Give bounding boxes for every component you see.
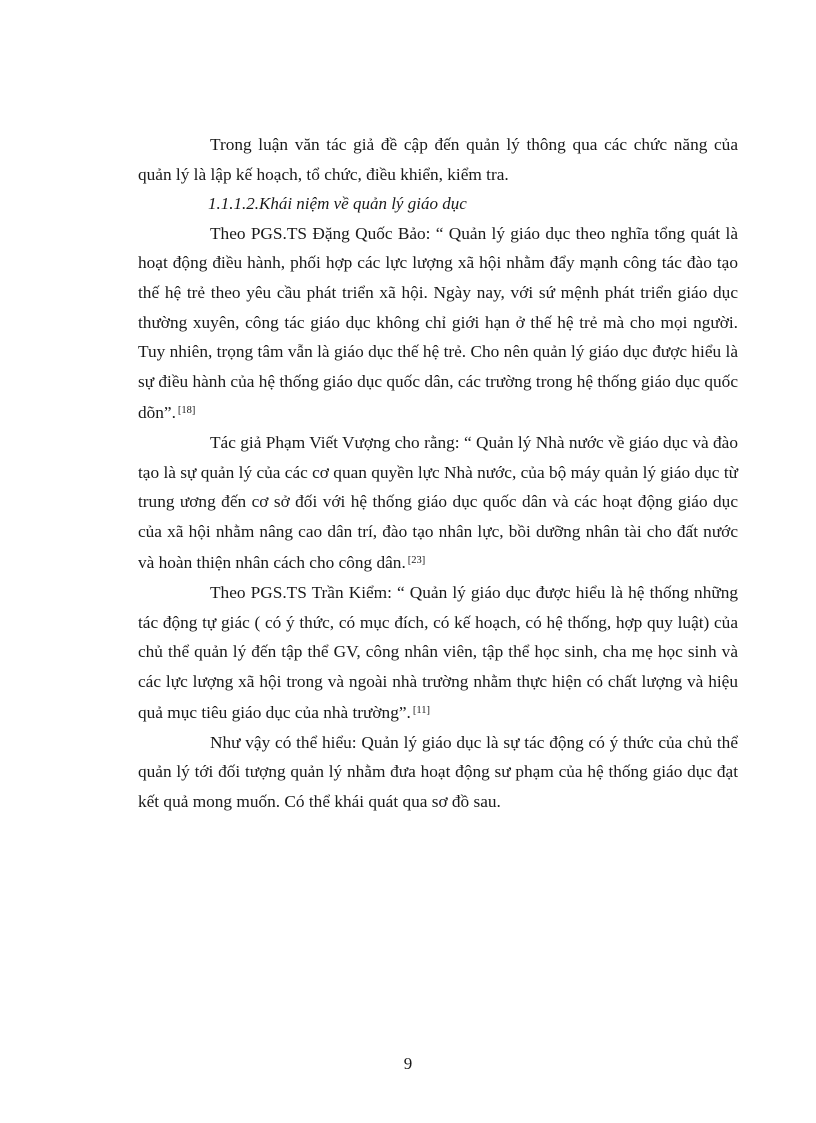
paragraph-text: Tác giả Phạm Viết Vượng cho rằng: “ Quản lý Nhà nước về giáo dục và đào tạo là sự quản lý của các cơ quan quyền lực Nhà nước, của bộ máy quản lý giáo dục từ trung ương đến cơ sở đối với hệ thống giáo dục quốc dân và các hoạt động giáo dục của xã hội nhằm nâng cao dân trí, đào tạo nhân lực, bồi dưỡng nhân tài cho đất nước và hoàn thiện nhân cách cho công dân. — [138, 432, 738, 573]
citation-marker: [23] — [407, 555, 426, 567]
page-number: 9 — [403, 1054, 413, 1073]
paragraph-conclusion — [138, 728, 738, 817]
body-text — [138, 130, 738, 817]
paragraph-intro — [138, 130, 738, 189]
paragraph-text: Theo PGS.TS Đặng Quốc Bảo: “ Quản lý giáo dục theo nghĩa tổng quát là hoạt động điều hành, phối hợp các lực lượng xã hội nhằm đẩy mạnh công tác đào tạo thế hệ trẻ theo yêu cầu phát triển xã hội. Ngày nay, với sứ mệnh phát triển giáo dục thường xuyên, công tác giáo dục không chỉ giới hạn ở thế hệ trẻ mà cho mọi người. Tuy nhiên, trọng tâm vẫn là giáo dục thế hệ trẻ. Cho nên quản lý giáo dục được hiểu là sự điều hành của hệ thống giáo dục quốc dân, các trường trong hệ thống giáo dục quốc dõn”. — [138, 223, 738, 423]
citation-marker: [11] — [412, 705, 430, 717]
section-heading: 1.1.1.2.Khái niệm về quản lý giáo dục — [208, 194, 467, 214]
paragraph-dang-quoc-bao — [138, 219, 738, 428]
paragraph-text: Trong luận văn tác giả đề cập đến quản lý thông qua các chức năng của quản lý là lập kế hoạch, tổ chức, điều khiển, kiểm tra. — [138, 135, 738, 184]
citation-marker: [18] — [177, 405, 196, 417]
paragraph-text: Theo PGS.TS Trần Kiểm: “ Quản lý giáo dục được hiểu là hệ thống những tác động tự giác ( có ý thức, có mục đích, có kế hoạch, có hệ thống, hợp quy luật) của chủ thể quản lý đến tập thể GV, công nhân viên, tập thể học sinh, cha mẹ học sinh và các lực lượng xã hội trong và ngoài nhà trường nhằm thực hiện có chất lượng và hiệu quả mục tiêu giáo dục của nhà trường”. — [138, 582, 738, 723]
paragraph-tran-kiem — [138, 578, 738, 728]
paragraph-pham-viet-vuong — [138, 428, 738, 578]
paragraph-text: Như vậy có thể hiểu: Quản lý giáo dục là sự tác động có ý thức của chủ thể quản lý tới đối tượng quản lý nhằm đưa hoạt động sư phạm của hệ thống giáo dục đạt kết quả mong muốn. Có thể khái quát qua sơ đồ sau. — [138, 732, 738, 812]
